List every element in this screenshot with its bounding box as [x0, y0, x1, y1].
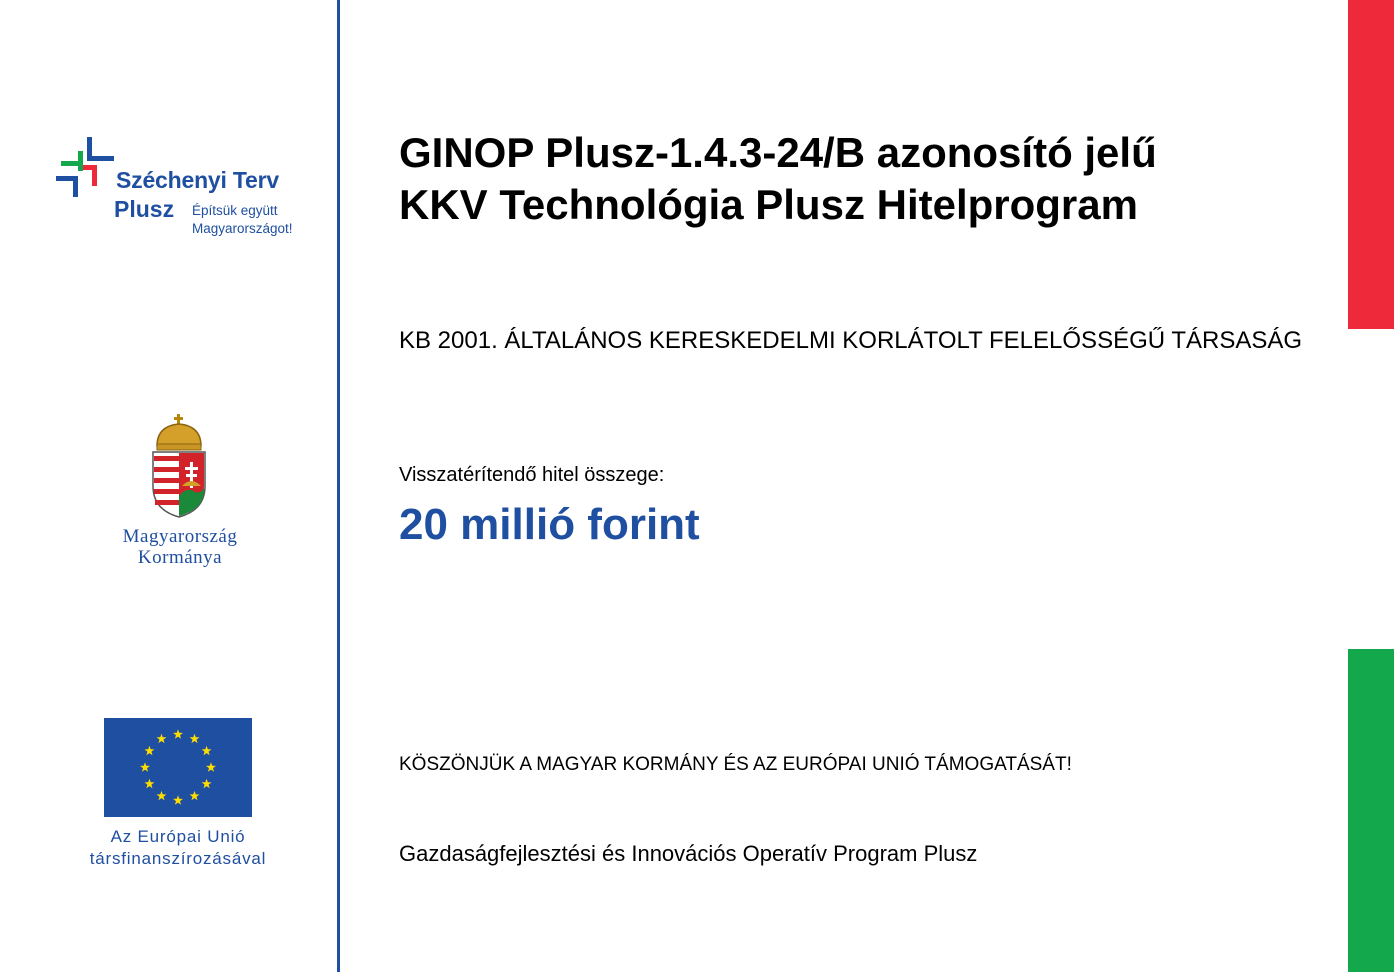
government-line1: Magyarország: [122, 526, 238, 547]
title-line1: GINOP Plusz-1.4.3-24/B azonosító jelű: [399, 129, 1157, 176]
eu-caption: [60, 826, 296, 870]
slogan-line1: Építsük együtt: [192, 203, 278, 218]
eu-flag-icon: [104, 718, 252, 817]
szechenyi-cross-icon: [56, 137, 114, 197]
title-line2: KKV Technológia Plusz Hitelprogram: [399, 181, 1138, 228]
amount-value: 20 millió forint: [399, 500, 700, 549]
szechenyi-name-line2: Plusz: [114, 196, 175, 222]
government-name: [90, 526, 270, 568]
szechenyi-name-line1: Széchenyi Terv: [116, 167, 279, 193]
szechenyi-logo: [56, 137, 316, 237]
government-line2: Kormánya: [137, 547, 223, 568]
thanks-text: KÖSZÖNJÜK A MAGYAR KORMÁNY ÉS AZ EURÓPAI UNIÓ TÁMOGATÁSÁT!: [399, 754, 1072, 775]
government-logo: [90, 414, 270, 574]
amount-label: Visszatérítendő hitel összege:: [399, 464, 665, 486]
eu-line2: társfinanszírozásával: [89, 849, 267, 868]
szechenyi-slogan: [192, 202, 293, 238]
green-stripe: [1348, 649, 1394, 972]
eu-line1: Az Európai Unió: [110, 827, 246, 846]
coat-of-arms-icon: [149, 414, 209, 518]
project-title: [399, 127, 1157, 231]
vertical-divider: [337, 0, 340, 972]
red-stripe: [1348, 0, 1394, 329]
slogan-line2: Magyarországot!: [192, 221, 293, 236]
program-name: Gazdaságfejlesztési és Innovációs Operatív Program Plusz: [399, 841, 978, 866]
beneficiary-name: KB 2001. ÁLTALÁNOS KERESKEDELMI KORLÁTOLT FELELŐSSÉGŰ TÁRSASÁG: [399, 327, 1303, 354]
